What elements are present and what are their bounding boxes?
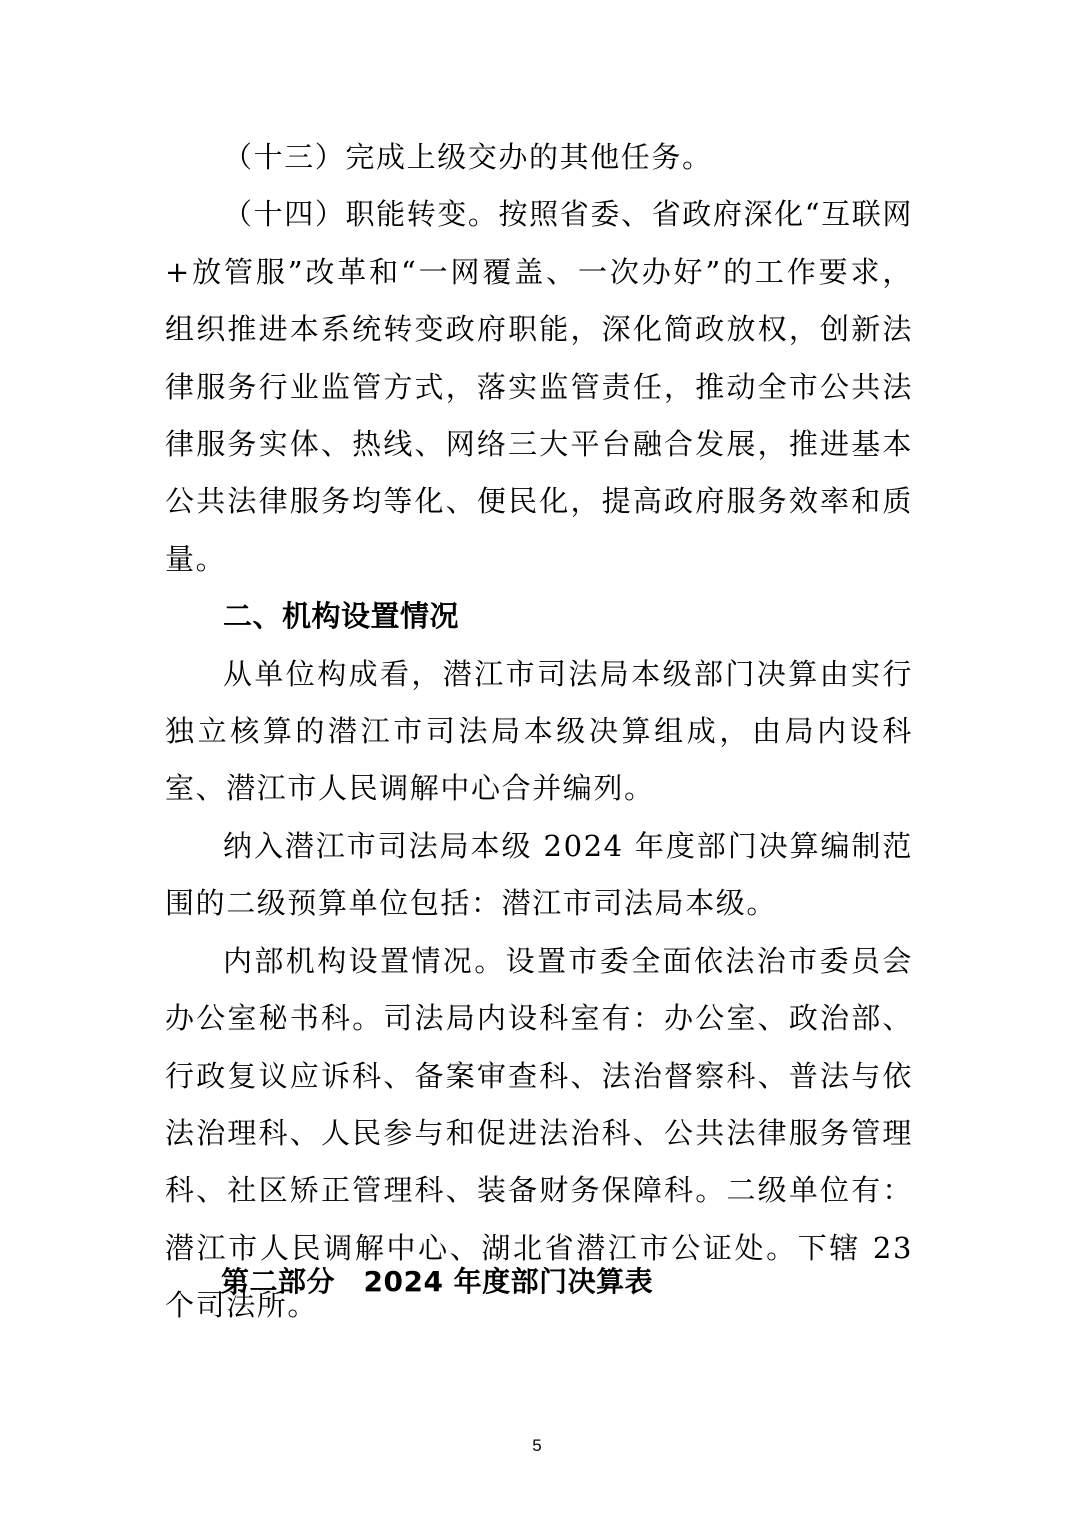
paragraph-item-13: （十三）完成上级交办的其他任务。: [223, 140, 713, 174]
paragraph-unit-composition: 从单位构成看，潜江市司法局本级部门决算由实行独立核算的潜江市司法局本级决算组成，由局内设科室、潜江市人民调解中心合并编列。: [165, 656, 913, 806]
paragraph-item-14: （十四）职能转变。按照省委、省政府深化“互联网+放管服”改革和“一网覆盖、一次办好”的工作要求，组织推进本系统转变政府职能，深化简政放权，创新法律服务行业监管方式，落实监管责任，推动全市公共法律服务实体、热线、网络三大平台融合发展，推进基本公共法律服务均等化、便民化，提高政府服务效率和质量。: [165, 197, 913, 576]
paragraph-internal-departments: 内部机构设置情况。设置市委全面依法治市委员会办公室秘书科。司法局内设科室有：办公室、政治部、行政复议应诉科、备案审查科、法治督察科、普法与依法治理科、人民参与和促进法治科、公共法律服务管理科、社区矫正管理科、装备财务保障科。二级单位有：潜江市人民调解中心、湖北省潜江市公证处。下辖 23 个司法所。: [165, 943, 913, 1323]
section-heading-org-structure: 二、机构设置情况: [223, 599, 460, 634]
part-title: 第二部分 2024 年度部门决算表: [221, 1265, 654, 1298]
paragraph-budget-scope: 纳入潜江市司法局本级 2024 年度部门决算编制范围的二级预算单位包括：潜江市司法局本级。: [165, 828, 913, 921]
page-number: 5: [532, 1436, 542, 1455]
document-body: [165, 129, 913, 1335]
